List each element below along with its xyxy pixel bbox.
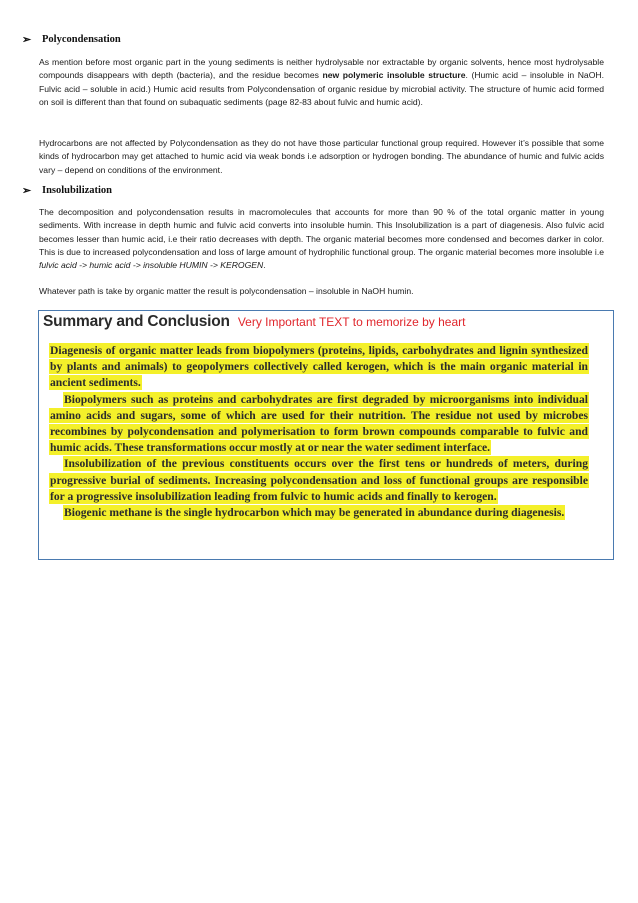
text-run: . (Humic acid – insoluble in NaOH. Fulvic acid – soluble in acid.) Humic acid results from Polycondensation of organic residue by microbial activity. The structure of humic acid formed on soil is different than that found on subaquatic sediments (page 82-83 about fulvic and humic acid). [39, 70, 604, 107]
section-heading-insolubilization [22, 184, 112, 197]
polycondensation-paragraph-2: Hydrocarbons are not affected by Polycondensation as they do not have those particular functional group required. However it’s possible that some kinds of hydrocarbon may get attached to humic acid via weak bonds i.e adsorption or hydrogen bonding. The abundance of humic and fulvic acids vary – depend on conditions of the environment. [39, 138, 604, 175]
highlighted-text: Diagenesis of organic matter leads from biopolymers (proteins, lipids, carbohydrates and lignin synthesized by plants and animals) to geopolymers collectively called kerogen, which is the main organic material in ancient sediments. [50, 344, 588, 390]
text-run: . [263, 260, 266, 271]
arrow-bullet-icon: ➢ [22, 185, 32, 197]
summary-paragraph-4 [49, 505, 589, 521]
polycondensation-paragraph-1 [39, 56, 604, 109]
bold-text: new polymeric insoluble structure [322, 70, 466, 81]
italic-text: fulvic acid -> humic acid -> insoluble HUMIN -> KEROGEN [39, 260, 264, 271]
section-heading-polycondensation [22, 33, 121, 46]
highlighted-text: Insolubilization of the previous constituents occurs over the first tens or hundreds of meters, during progressive burial of sediments. Increasing polycondensation and loss of functional groups are responsible for a progressive insolubilization leading from fulvic to humic acids and finally to kerogen. [50, 457, 588, 503]
heading-text: Polycondensation [42, 34, 121, 45]
summary-title: Summary and Conclusion [43, 313, 230, 330]
summary-body [49, 343, 589, 521]
summary-header [43, 313, 465, 331]
summary-paragraph-3 [49, 456, 589, 505]
memorize-note: Very Important TEXT to memorize by heart [237, 315, 466, 329]
summary-conclusion-box [38, 310, 614, 560]
heading-text: Insolubilization [42, 185, 113, 196]
summary-paragraph-1 [49, 343, 589, 392]
arrow-bullet-icon: ➢ [22, 34, 32, 46]
text-run: As mention before most organic part in the young sediments is neither hydrolysable nor extractable by organic solvents, hence most hydrolysable compounds disappears with depth (bacteria), and the residue becomes [39, 57, 604, 81]
highlighted-text: Biopolymers such as proteins and carbohydrates are first degraded by microorganisms into individual amino acids and sugars, some of which are used for their nutrition. The residue not used by microbes recombines by polycondensation and polymerisation to form brown compounds comparable to fulvic and humic acids. These transformations occur mostly at or near the water sediment interface. [50, 392, 588, 455]
insolubilization-paragraph-2: Whatever path is take by organic matter the result is polycondensation – insoluble in NaOH humin. [39, 286, 414, 296]
summary-paragraph-2 [49, 392, 589, 457]
text-run: The decomposition and polycondensation results in macromolecules that accounts for more than 90 % of the total organic matter in young sediments. With increase in depth humic and fulvic acid converts into insoluble humin. This Insolubilization is a part of diagenesis. Also fulvic acid becomes lesser than humic acid, i.e their ratio decreases with depth. The organic material becomes more condensed and becomes darker in color. This is due to increased polycondensation and loss of large amount of hydrophilic functional group. The organic material becomes more insoluble i.e [39, 207, 604, 257]
insolubilization-paragraph-1 [39, 206, 604, 272]
highlighted-text: Biogenic methane is the single hydrocarbon which may be generated in abundance during diagenesis. [64, 506, 565, 520]
